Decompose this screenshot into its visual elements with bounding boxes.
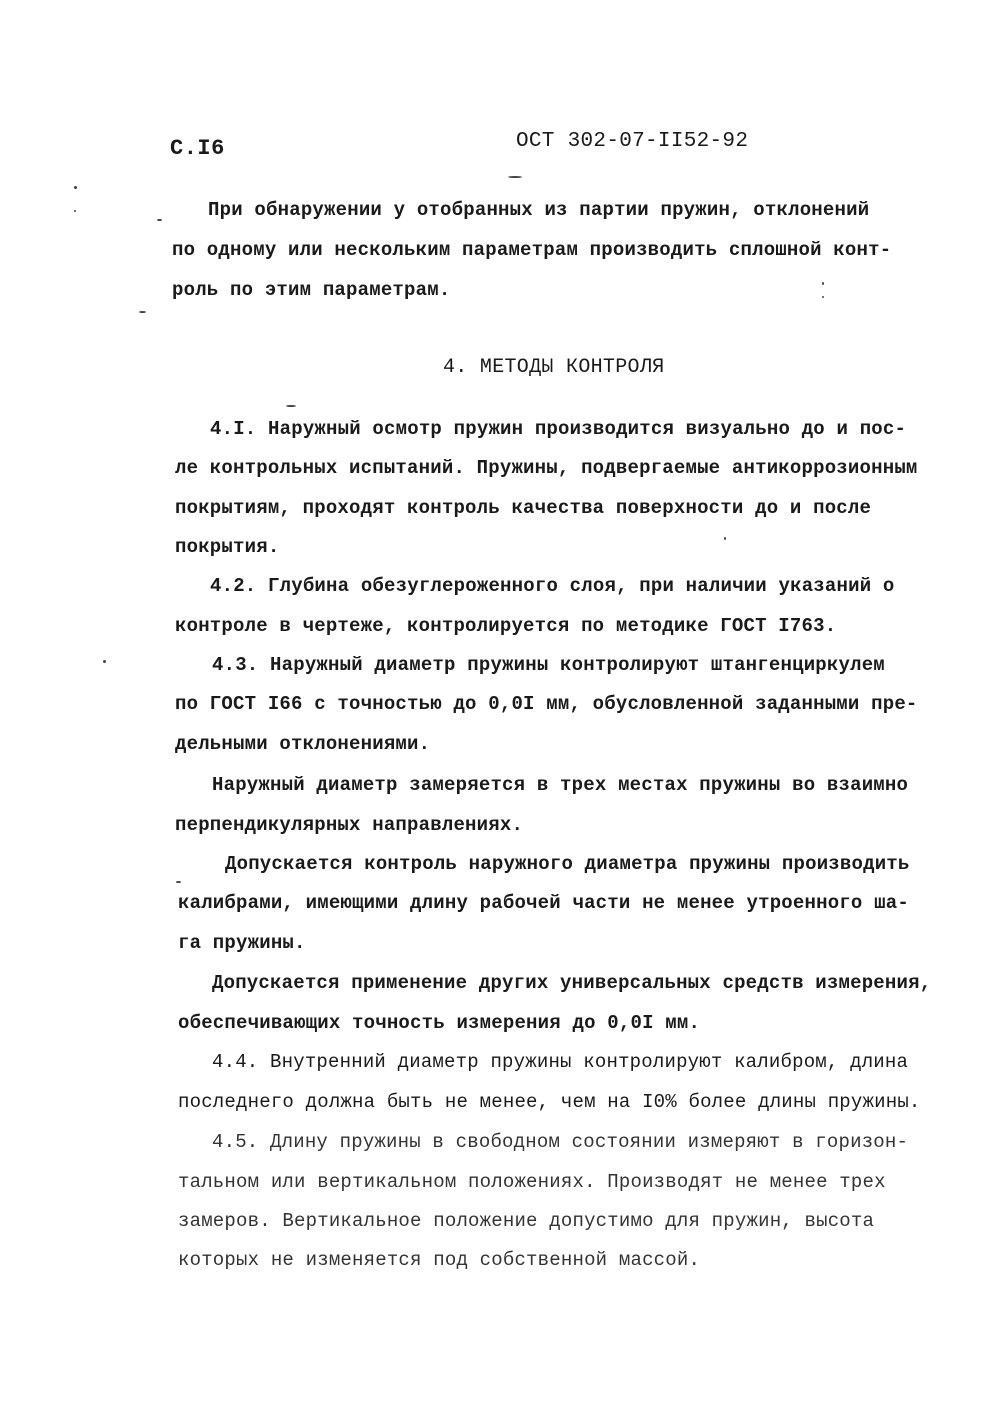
body-line: 4.4. Внутренний диаметр пружины контролируют калибром, длина xyxy=(212,1051,909,1073)
body-line: по ГОСТ I66 с точностью до 0,0I мм, обусловленной заданными пре- xyxy=(175,693,918,715)
scan-speck xyxy=(508,176,522,178)
body-line: последнего должна быть не менее, чем на I0% более длины пружины. xyxy=(178,1091,921,1113)
body-line: покрытия. xyxy=(175,536,280,558)
body-line: Допускается контроль наружного диаметра пружины производить xyxy=(225,853,910,875)
scan-speck xyxy=(74,186,77,189)
body-line: тальном или вертикальном положениях. Производят не менее трех xyxy=(178,1171,886,1193)
scan-speck xyxy=(157,219,162,221)
page-number: С.I6 xyxy=(170,136,225,161)
scan-speck xyxy=(822,296,824,298)
scan-speck xyxy=(139,311,146,313)
body-line: га пружины. xyxy=(178,932,306,954)
body-line: обеспечивающих точность измерения до 0,0I мм. xyxy=(178,1012,701,1034)
body-line: Допускается применение других универсальных средств измерения, xyxy=(212,972,932,994)
body-line: дельными отклонениями. xyxy=(175,733,431,755)
standard-designation: ОСТ 302-07-II52-92 xyxy=(516,130,749,153)
section-title: 4. МЕТОДЫ КОНТРОЛЯ xyxy=(443,356,665,379)
body-line: 4.2. Глубина обезуглероженного слоя, при наличии указаний о xyxy=(210,575,895,597)
body-line: перпендикулярных направлениях. xyxy=(175,814,524,836)
body-line: Наружный диаметр замеряется в трех местах пружины во взаимно xyxy=(212,774,909,796)
intro-line-1: При обнаружении у отобранных из партии пружин, отклонений xyxy=(208,199,870,221)
body-line: покрытиям, проходят контроль качества поверхности до и после xyxy=(175,497,872,519)
body-line: замеров. Вертикальное положение допустимо для пружин, высота xyxy=(178,1210,875,1232)
intro-line-3: роль по этим параметрам. xyxy=(172,279,451,301)
scan-speck xyxy=(103,660,106,663)
body-line: ле контрольных испытаний. Пружины, подвергаемые антикоррозионным xyxy=(175,457,918,479)
intro-line-2: по одному или нескольким параметрам производить сплошной конт- xyxy=(172,239,892,261)
scan-speck xyxy=(74,210,76,212)
body-line: калибрами, имеющими длину рабочей части не менее утроенного ша- xyxy=(178,892,909,914)
body-line: 4.3. Наружный диаметр пружины контролируют штангенциркулем xyxy=(212,654,885,676)
scan-speck xyxy=(176,881,181,883)
body-line: которых не изменяется под собственной массой. xyxy=(178,1249,701,1271)
body-line: 4.I. Наружный осмотр пружин производится визуально до и пос- xyxy=(210,418,907,440)
scan-speck xyxy=(724,537,726,540)
body-line: контроле в чертеже, контролируется по методике ГОСТ I763. xyxy=(175,615,837,637)
scan-speck xyxy=(822,282,824,285)
scan-speck xyxy=(286,405,296,407)
body-line: 4.5. Длину пружины в свободном состоянии измеряют в горизон- xyxy=(212,1131,909,1153)
